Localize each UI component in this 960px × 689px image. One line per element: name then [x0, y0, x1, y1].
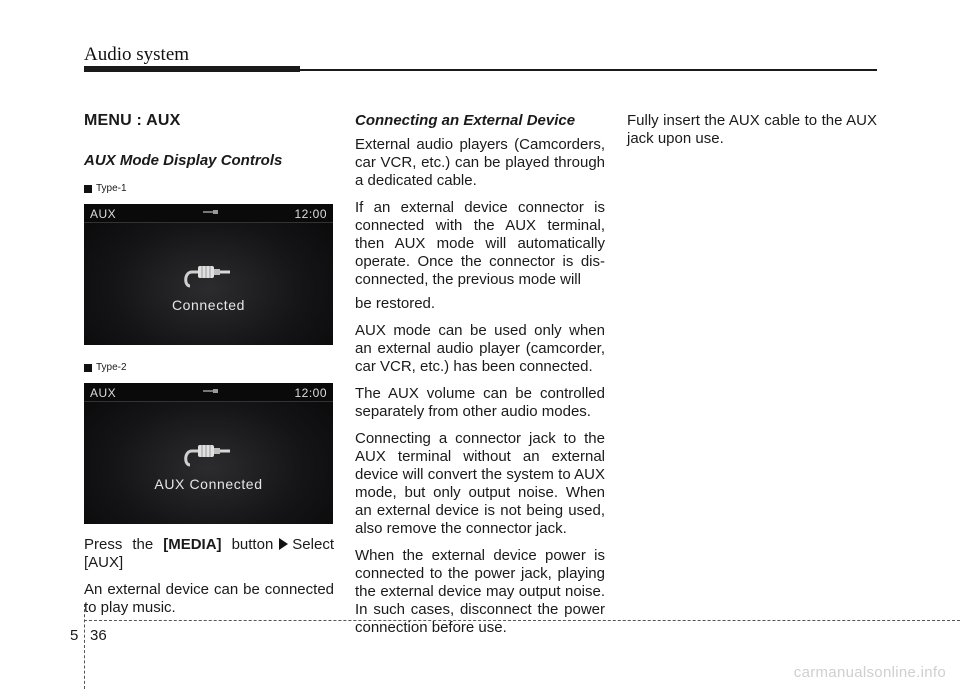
media-button-ref: [MEDIA] [163, 536, 222, 553]
screen-type2 [84, 383, 333, 524]
screen-clock: 12:00 [294, 386, 327, 400]
footer-page-number: 36 [90, 627, 107, 644]
footer-vertical-rule [84, 604, 85, 689]
menu-heading: MENU : AUX [84, 112, 181, 129]
aux-plug-icon [184, 258, 234, 292]
paragraph: AUX mode can be used only when an external audio player (camcorder, car VCR, etc.) has been connected. [355, 322, 605, 375]
press-media-instruction [84, 536, 334, 572]
screen-mode-label: AUX [90, 207, 117, 221]
paragraph: Connecting a connector jack to the AUX terminal without an external device will convert the system to AUX mode, but only output noise. When an external device is not being used, also remove the connector jack. [355, 430, 605, 537]
paragraph: If an external device connector is connected with the AUX terminal, then AUX mode will automatically operate. Once the connector is dis-connected, the previous mode will [355, 199, 605, 288]
header-rule-thin [300, 69, 877, 71]
press-prefix: Press the [84, 536, 154, 553]
screen-status-text: Connected [171, 297, 246, 313]
screen-clock: 12:00 [294, 207, 327, 221]
watermark: carmanualsonline.info [793, 664, 946, 681]
square-bullet-icon [84, 185, 92, 193]
screen-status-bar [84, 383, 333, 402]
column-right [627, 108, 877, 157]
type2-label-text: Type-2 [96, 362, 127, 373]
arrow-right-icon [279, 538, 288, 550]
page-header-title: Audio system [84, 44, 190, 65]
paragraph-connect-music: An external device can be connected to play music. [84, 581, 334, 616]
screen-status-text: AUX Connected [154, 476, 263, 492]
footer-chapter-number: 5 [70, 627, 79, 644]
paragraph-insert-cable: Fully insert the AUX cable to the AUX jack upon use. [627, 112, 877, 147]
type1-label [84, 180, 334, 198]
section-heading-connecting: Connecting an External Device [355, 112, 576, 129]
press-mid: button [231, 536, 274, 553]
paragraph: When the external device power is connected to the power jack, playing the external device may output noise. In such cases, disconnect the power connection before use. [355, 547, 605, 636]
press-suffix: Select [AUX] [84, 536, 334, 571]
paragraph: be restored. [355, 295, 436, 312]
footer-rule [84, 620, 960, 622]
type1-label-text: Type-1 [96, 183, 127, 194]
column-left [84, 108, 334, 626]
column-middle [355, 108, 605, 646]
screen-status-bar [84, 204, 333, 223]
paragraph: External audio players (Camcorders, car VCR, etc.) can be played through a dedicated cable. [355, 136, 605, 189]
aux-plug-icon [184, 437, 234, 471]
screen-type1 [84, 204, 333, 345]
header-rule-thick [84, 66, 300, 72]
aux-cable-small-icon [202, 387, 220, 395]
square-bullet-icon [84, 364, 92, 372]
screen-mode-label: AUX [90, 386, 117, 400]
paragraph: The AUX volume can be controlled separately from other audio modes. [355, 385, 605, 420]
aux-cable-small-icon [202, 208, 220, 216]
section-heading-display-controls: AUX Mode Display Controls [84, 152, 283, 169]
type2-label [84, 359, 334, 377]
